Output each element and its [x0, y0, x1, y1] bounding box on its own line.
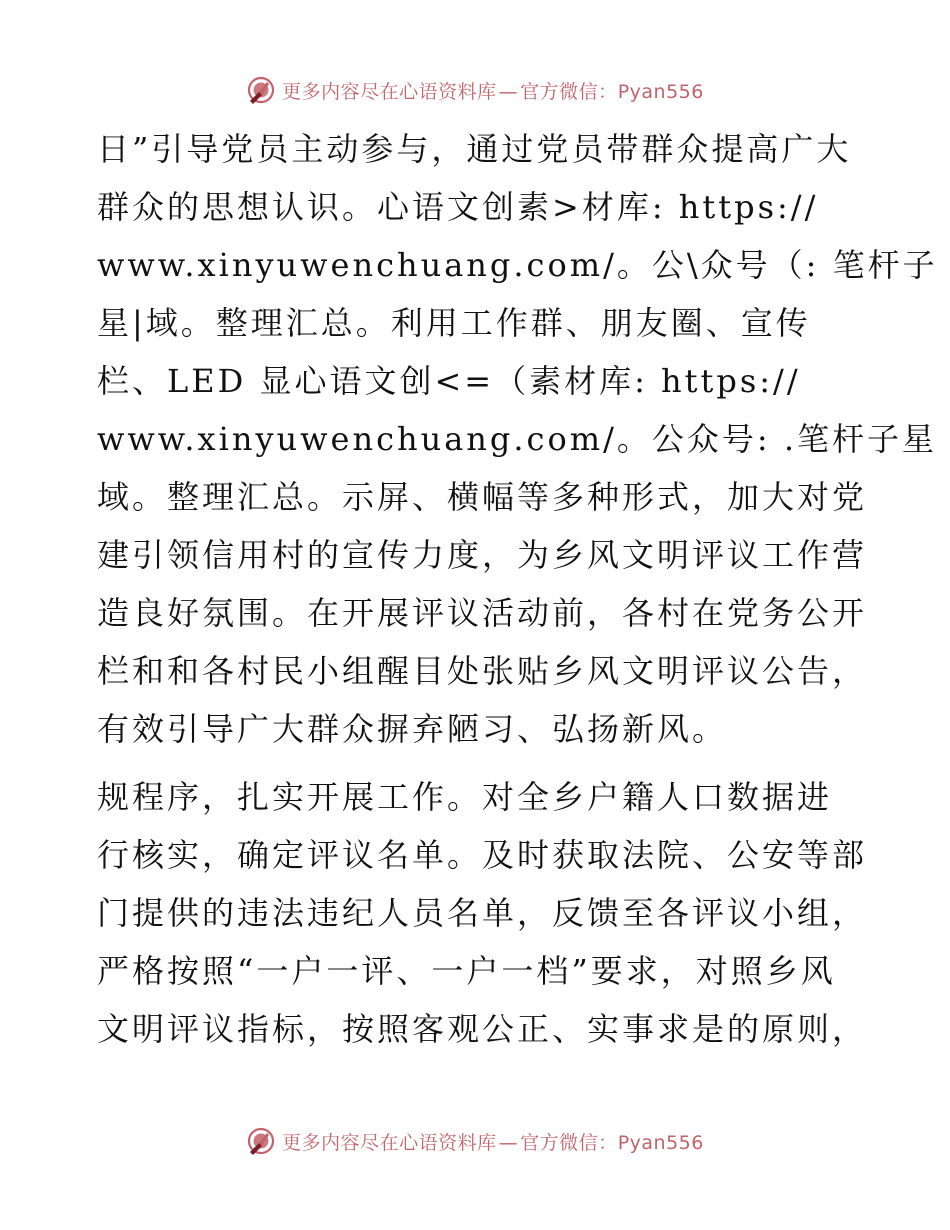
text-line: 星|域。整理汇总。利用工作群、朋友圈、宣传 [97, 304, 811, 342]
watermark-separator: — [498, 1131, 519, 1154]
text-line: 严格按照“一户一评、一户一档”要求，对照乡风 [97, 952, 836, 990]
watermark-main: 更多内容尽在心语资料库 [282, 80, 497, 103]
text-line: 栏、LED 显心语文创<=（素材库: https:// [97, 362, 801, 400]
watermark-text [282, 1128, 704, 1155]
header-watermark [0, 72, 950, 108]
text-line: 造良好氛围。在开展评议活动前，各村在党务公开 [97, 594, 868, 632]
watermark-wechat-label: 官方微信： [520, 1131, 618, 1154]
text-line: www.xinyuwenchuang.com/。公众号: .笔杆子星 [97, 420, 937, 458]
text-line: 栏和和各村民小组醒目处张贴乡风文明评议公告， [97, 652, 868, 690]
text-line: www.xinyuwenchuang.com/。公\众号（: 笔杆子 [97, 246, 938, 284]
pen-seal-icon [246, 75, 276, 105]
footer-watermark [0, 1123, 950, 1159]
watermark-wechat-id: Pyan556 [617, 1131, 704, 1154]
watermark-wechat-label: 官方微信： [520, 80, 618, 103]
document-body [97, 120, 938, 1058]
paragraph-2 [97, 768, 868, 1058]
text-line: 行核实，确定评议名单。及时获取法院、公安等部 [97, 836, 868, 874]
text-line: 群众的思想认识。心语文创素>材库: https:// [97, 188, 819, 226]
text-line: 文明评议指标，按照客观公正、实事求是的原则， [97, 1010, 868, 1048]
text-line: 规程序，扎实开展工作。对全乡户籍人口数据进 [97, 778, 833, 816]
text-line: 建引领信用村的宣传力度，为乡风文明评议工作营 [97, 536, 868, 574]
watermark-main: 更多内容尽在心语资料库 [282, 1131, 497, 1154]
text-line: 域。整理汇总。示屏、横幅等多种形式，加大对党 [97, 478, 868, 516]
pen-seal-icon [246, 1126, 276, 1156]
paragraph-1 [97, 120, 938, 758]
watermark-text [282, 77, 704, 104]
text-line: 有效引导广大群众摒弃陋习、弘扬新风。 [97, 710, 728, 748]
watermark-separator: — [498, 80, 519, 103]
text-line: 日”引导党员主动参与，通过党员带群众提高广大 [97, 130, 852, 168]
watermark-wechat-id: Pyan556 [617, 80, 704, 103]
text-line: 门提供的违法违纪人员名单，反馈至各评议小组， [97, 894, 868, 932]
